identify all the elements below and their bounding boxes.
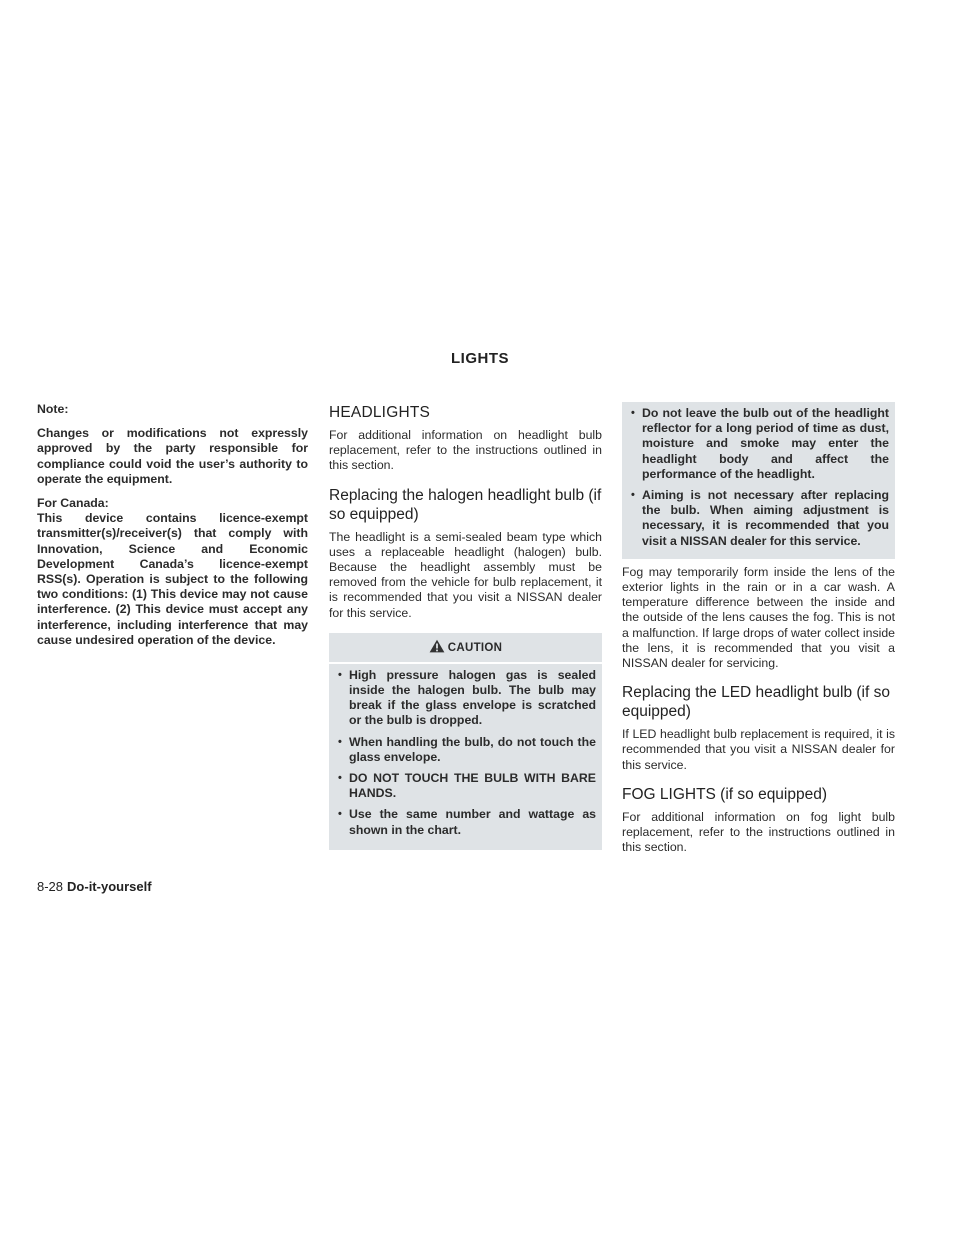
caution-item: • High pressure halogen gas is sealed inside the halogen bulb. The bulb may break if the glass envelope is scratched or the bulb is dropped. bbox=[339, 668, 596, 729]
canada-body: This device contains licence-exempt transmitter(s)/receiver(s) that comply with Innovation, Science and Economic Development Canada’s licence-exempt RSS(s). Operation is subject to the following two conditions: (1) This device may not cause interference. (2) This device must accept any interference, including interference that may cause undesired operation of the device. bbox=[37, 511, 308, 647]
column-headlights bbox=[329, 402, 602, 850]
page-footer bbox=[37, 879, 152, 894]
note-label: Note: bbox=[37, 402, 69, 416]
caution-list-continued bbox=[632, 406, 889, 549]
caution-box bbox=[329, 633, 602, 850]
chapter-name: Do-it-yourself bbox=[67, 879, 152, 894]
headlights-heading: HEADLIGHTS bbox=[329, 404, 431, 421]
column-continued bbox=[622, 402, 895, 855]
caution-item: • DO NOT TOUCH THE BULB WITH BARE HANDS. bbox=[339, 771, 596, 801]
note-body: Changes or modifications not expressly approved by the party responsible for compliance could void the user’s authority to operate the equipment. bbox=[37, 426, 308, 486]
foglights-text: For additional information on fog light bulb replacement, refer to the instructions outlined in this section. bbox=[622, 809, 895, 855]
led-heading: Replacing the LED headlight bulb (if so equipped) bbox=[622, 684, 890, 721]
halogen-heading: Replacing the halogen headlight bulb (if so equipped) bbox=[329, 486, 602, 523]
headlights-text: For additional information on headlight bulb replacement, refer to the instructions outlined in this section. bbox=[329, 428, 602, 473]
foglights-heading: FOG LIGHTS (if so equipped) bbox=[622, 785, 828, 803]
caution-header bbox=[329, 633, 602, 664]
canada-label: For Canada: bbox=[37, 496, 109, 511]
caution-item: • Do not leave the bulb out of the headlight reflector for a long period of time as dust, moisture and smoke may enter the headlight body and affect the performance of the headlight. bbox=[632, 406, 889, 482]
caution-item: • When handling the bulb, do not touch the glass envelope. bbox=[339, 735, 596, 765]
caution-label: CAUTION bbox=[447, 641, 503, 654]
caution-item: • Use the same number and wattage as shown in the chart. bbox=[339, 807, 596, 837]
halogen-text: The headlight is a semi-sealed beam type which uses a replaceable headlight (halogen) bulb. Because the headlight assembly must be removed from the vehicle for bulb replacement, it is recommended that you visit a NISSAN dealer for this service. bbox=[329, 529, 602, 620]
page-number: 8-28 bbox=[37, 879, 64, 894]
caution-item: • Aiming is not necessary after replacing the bulb. When aiming adjustment is necessary, it is recommended that you visit a NISSAN dealer for this service. bbox=[632, 488, 889, 549]
section-title: LIGHTS bbox=[451, 350, 509, 367]
warning-triangle-icon bbox=[429, 639, 445, 656]
fog-text: Fog may temporarily form inside the lens of the exterior lights in the rain or in a car wash. A temperature difference between the inside and the outside of the lens causes the fog. This is not a malfunction. If large drops of water collect inside the lens, it is recommended that you visit a NISSAN dealer for servicing. bbox=[622, 564, 895, 671]
caution-list bbox=[329, 664, 602, 838]
caution-box-continued bbox=[622, 402, 895, 559]
led-text: If LED headlight bulb replacement is required, it is recommended that you visit a NISSAN dealer for this service. bbox=[622, 727, 895, 772]
column-note bbox=[37, 402, 308, 648]
